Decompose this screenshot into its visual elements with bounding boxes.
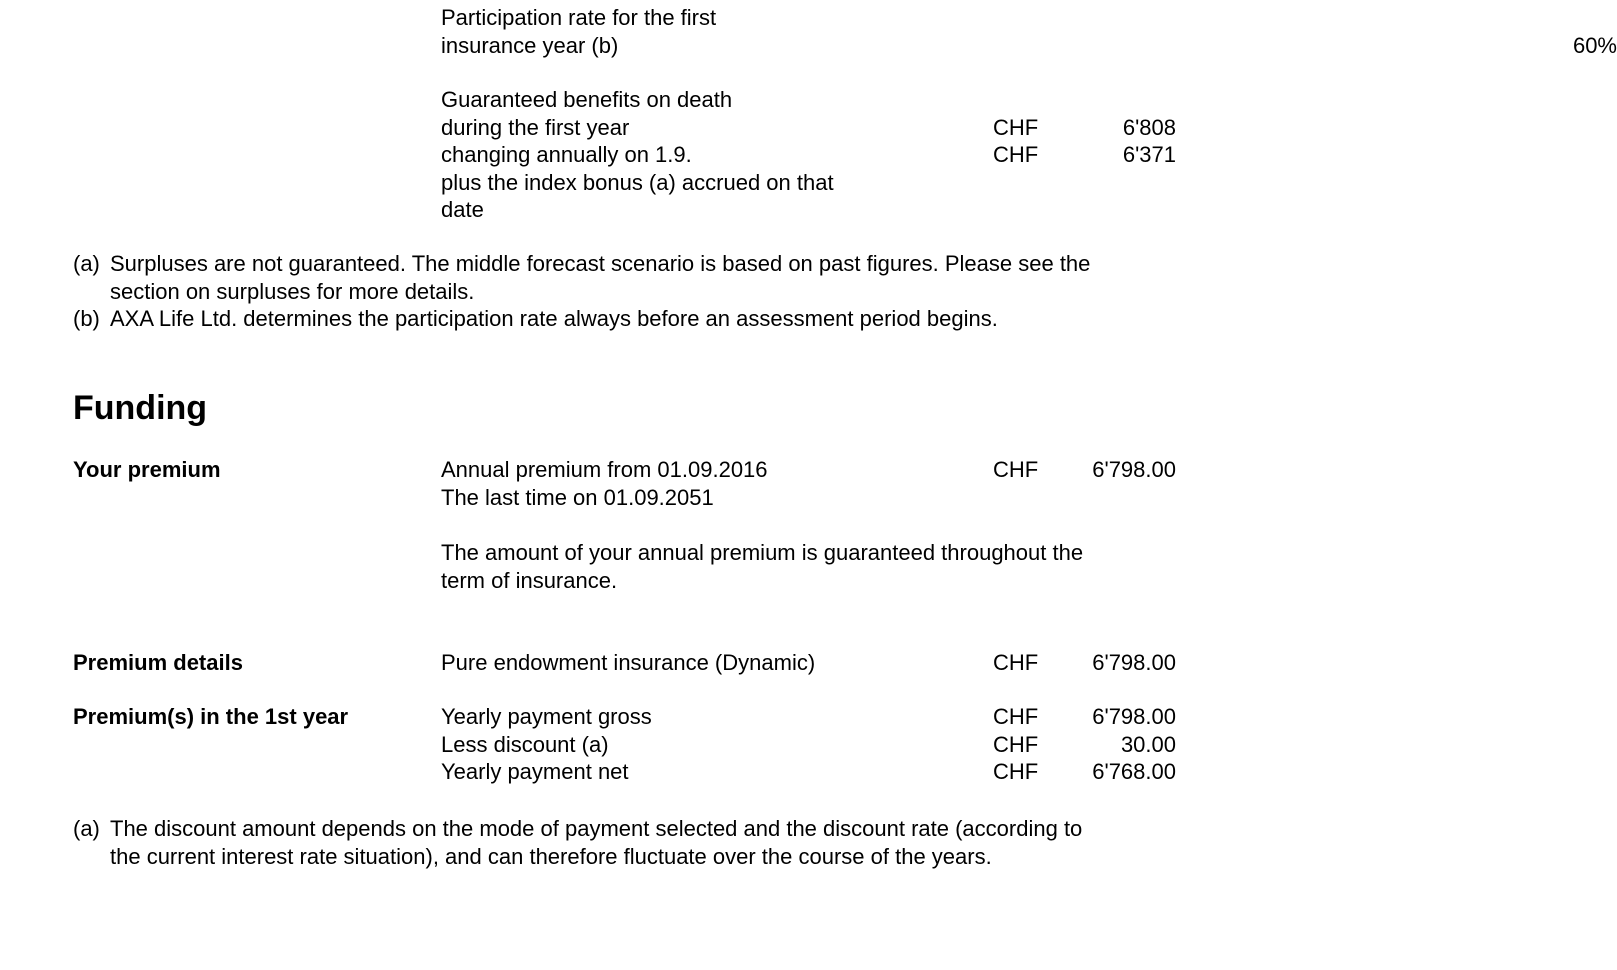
participation-rate-block: [441, 4, 1617, 59]
your-premium-line: Annual premium from 01.09.2016: [441, 457, 768, 482]
death-benefit-currency: CHF: [993, 142, 1039, 167]
table-row-amount: 6'768.00: [1092, 759, 1176, 784]
your-premium-amount: 6'798.00: [1092, 457, 1176, 482]
your-premium-line: The last time on 01.09.2051: [441, 484, 714, 510]
footnote-label: (b): [73, 306, 100, 331]
footnote-text-line: the current interest rate situation), and can therefore fluctuate over the course of the years.: [110, 843, 992, 869]
premium-details-currency: CHF: [993, 650, 1039, 675]
premium-details-amount: 6'798.00: [1092, 650, 1176, 675]
table-row-currency: CHF: [993, 704, 1039, 729]
table-row-amount: 6'798.00: [1092, 704, 1176, 729]
table-row-description: Less discount (a): [441, 731, 609, 757]
your-premium-currency: CHF: [993, 457, 1039, 482]
footnote-text-line: The discount amount depends on the mode of payment selected and the discount rate (according to: [110, 816, 1083, 841]
death-benefits-label-line: during the first year: [441, 114, 630, 140]
death-benefits-label-line: date: [441, 197, 484, 222]
premium-details-row: [441, 649, 1201, 677]
participation-label-line: insurance year (b): [441, 32, 619, 58]
table-row-currency: CHF: [993, 759, 1039, 784]
death-benefit-currency: CHF: [993, 114, 1039, 140]
premium-guarantee-line: term of insurance.: [441, 567, 618, 593]
table-row-description: Yearly payment net: [441, 759, 629, 784]
footnote-label: (a): [73, 251, 100, 276]
table-row-description: Yearly payment gross: [441, 704, 652, 729]
footnote-item: [73, 815, 1203, 870]
premium-details-description: Pure endowment insurance (Dynamic): [441, 650, 816, 675]
death-benefits-label-line: Guaranteed benefits on death: [441, 87, 733, 112]
funding-heading: Funding: [73, 389, 208, 427]
premium-details-label: Premium details: [73, 650, 243, 675]
first-year-premium-table: [441, 703, 1201, 787]
table-row-amount: 30.00: [1120, 731, 1176, 757]
footnote-item: [73, 250, 1203, 305]
footnote-text-line: AXA Life Ltd. determines the participation rate always before an assessment period begins.: [110, 306, 998, 331]
death-benefits-block: [441, 86, 1201, 226]
death-benefits-label-line: changing annually on 1.9.: [441, 142, 692, 167]
participation-rate-value: 60%: [1572, 32, 1617, 58]
your-premium-block: [441, 456, 1201, 511]
premium-guarantee-line: The amount of your annual premium is guaranteed throughout the: [441, 540, 1084, 565]
death-benefits-label-line: plus the index bonus (a) accrued on that: [441, 169, 834, 195]
death-benefit-amount: 6'808: [1122, 114, 1176, 140]
footnote-item: [73, 305, 1203, 333]
footnote-text-line: Surpluses are not guaranteed. The middle forecast scenario is based on past figures. Please see the: [110, 251, 1091, 276]
footnote-text-line: section on surpluses for more details.: [110, 278, 475, 304]
participation-label-line: Participation rate for the first: [441, 5, 717, 30]
table-row-currency: CHF: [993, 731, 1039, 757]
footnote-label: (a): [73, 816, 100, 841]
funding-footnote: [73, 815, 1203, 870]
premium-guarantee-text: [441, 539, 1201, 594]
footnotes-top: [73, 250, 1203, 333]
first-year-premium-label: Premium(s) in the 1st year: [73, 704, 349, 729]
death-benefit-amount: 6'371: [1122, 142, 1176, 167]
your-premium-label: Your premium: [73, 457, 221, 482]
